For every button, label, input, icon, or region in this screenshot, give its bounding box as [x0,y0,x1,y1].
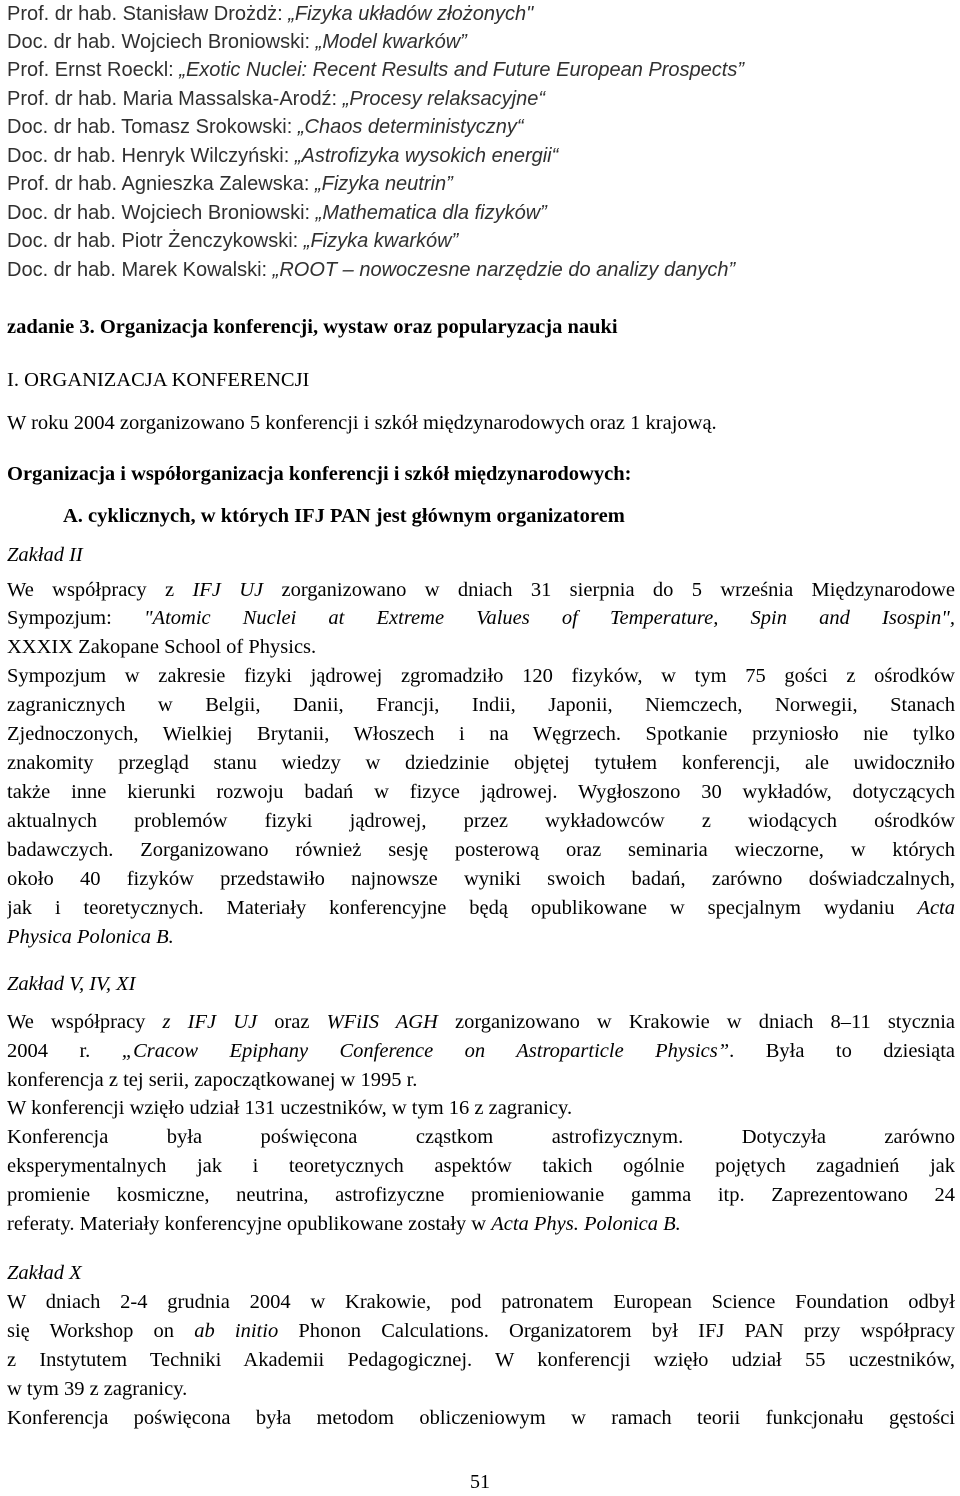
lecture-title: „Model kwarków” [315,31,467,53]
paragraph-line: We współpracy z IFJ UJ zorganizowano w dniach 31 sierpnia do 5 września Międzynarodowe [7,579,955,601]
paragraph-line: referaty. Materiały konferencyjne opublikowane zostały w Acta Phys. Polonica B. [7,1213,681,1235]
paragraph-line: We współpracy z IFJ UJ oraz WFiIS AGH zorganizowano w Krakowie w dniach 8–11 stycznia [7,1011,955,1033]
paragraph-line: z Instytutem Techniki Akademii Pedagogicznej. W konferencji wzięło udział 55 uczestników, [7,1349,955,1371]
paragraph-line: Sympozjum: "Atomic Nuclei at Extreme Values of Temperature, Spin and Isospin", [7,607,955,629]
lecture-speaker: Prof. dr hab. Agnieszka Zalewska: [7,173,315,195]
lecture-title: „Exotic Nuclei: Recent Results and Future European Prospects” [179,59,744,81]
intro-text: W roku 2004 zorganizowano 5 konferencji i szkół międzynarodowych oraz 1 krajową. [7,412,717,434]
lecture-item [7,199,547,228]
paragraph-line: W dniach 2-4 grudnia 2004 w Krakowie, pod patronatem European Science Foundation odbył [7,1291,955,1313]
lecture-speaker: Prof. dr hab. Maria Massalska-Arodź: [7,88,343,110]
lecture-speaker: Doc. dr hab. Tomasz Srokowski: [7,116,298,138]
lecture-item [7,256,735,285]
lecture-item [7,85,545,114]
lecture-title: „Procesy relaksacyjne“ [342,88,545,110]
paragraph-line: około 40 fizyków przedstawiło najnowsze wyniki swoich badań, zarówno doświadczalnych, [7,868,955,890]
lecture-item [7,113,523,142]
lecture-title: „Fizyka układów złożonych" [288,3,534,25]
paragraph-line: 2004 r. „Cracow Epiphany Conference on Astroparticle Physics”. Była to dziesiąta [7,1040,955,1062]
zaklad-5-heading: Zakład V, IV, XI [7,973,136,995]
paragraph-line: zagranicznych w Belgii, Danii, Francji, Indii, Japonii, Niemczech, Norwegii, Stanach [7,694,955,716]
paragraph-line: Physica Polonica B. [7,926,174,948]
lecture-title: „ROOT – nowoczesne narzędzie do analizy danych” [272,259,736,281]
lecture-speaker: Prof. dr hab. Stanisław Drożdż: [7,3,289,25]
zaklad-2-heading: Zakład II [7,544,83,566]
paragraph-line: jak i teoretycznych. Materiały konferencyjne będą opublikowane w specjalnym wydaniu Acta [7,897,955,919]
paragraph-line: Konferencja poświęcona była metodom obliczeniowym w ramach teorii funkcjonału gęstości [7,1407,955,1429]
page-number: 51 [470,1471,490,1493]
paragraph-line: Sympozjum w zakresie fizyki jądrowej zgromadziło 120 fizyków, w tym 75 gości z ośrodków [7,665,955,687]
lecture-speaker: Doc. dr hab. Marek Kowalski: [7,259,273,281]
lecture-title: „Fizyka neutrin” [314,173,453,195]
lecture-item [7,28,467,57]
paragraph-line: konferencja z tej serii, zapoczątkowanej w 1995 r. [7,1069,418,1091]
lecture-item [7,56,744,85]
lecture-speaker: Doc. dr hab. Wojciech Broniowski: [7,31,316,53]
paragraph-line: eksperymentalnych jak i teoretycznych aspektów takich ogólnie pojętych zagadnień jak [7,1155,955,1177]
paragraph-line: XXXIX Zakopane School of Physics. [7,636,317,658]
paragraph-line: promienie kosmiczne, neutrina, astrofizyczne promieniowanie gamma itp. Zaprezentowano 24 [7,1184,955,1206]
lecture-item [7,0,533,29]
paragraph-line: w tym 39 z zagranicy. [7,1378,188,1400]
lecture-speaker: Doc. dr hab. Piotr Żenczykowski: [7,230,304,252]
paragraph-line: także inne kierunki rozwoju badań w fizyce jądrowej. Wygłoszono 30 wykładów, dotyczących [7,781,955,803]
section-heading: I. ORGANIZACJA KONFERENCJI [7,369,310,391]
sub-heading: Organizacja i współorganizacja konferencji i szkół międzynarodowych: [7,463,632,485]
task-heading: zadanie 3. Organizacja konferencji, wystaw oraz popularyzacja nauki [7,316,618,338]
paragraph-line: Konferencja była poświęcona cząstkom astrofizycznym. Dotyczyła zarówno [7,1126,955,1148]
lecture-speaker: Prof. Ernst Roeckl: [7,59,180,81]
paragraph-line: aktualnych problemów fizyki jądrowej, przez wykładowców z wiodących ośrodków [7,810,955,832]
lecture-speaker: Doc. dr hab. Henryk Wilczyński: [7,145,295,167]
zaklad-10-heading: Zakład X [7,1262,82,1284]
lecture-item [7,142,558,171]
lecture-title: „Astrofizyka wysokich energii“ [294,145,559,167]
lecture-title: „Chaos deterministyczny“ [297,116,524,138]
lecture-title: „Mathematica dla fizyków” [315,202,547,224]
paragraph-line: znakomity przegląd stanu wiedzy w dziedzinie objętej tytułem konferencji, ale uwidoczniło [7,752,955,774]
lecture-speaker: Doc. dr hab. Wojciech Broniowski: [7,202,316,224]
lecture-title: „Fizyka kwarków” [303,230,459,252]
paragraph-line: się Workshop on ab initio Phonon Calculations. Organizatorem był IFJ PAN przy współpracy [7,1320,955,1342]
lecture-item [7,170,453,199]
paragraph-line: W konferencji wzięło udział 131 uczestników, w tym 16 z zagranicy. [7,1097,573,1119]
paragraph-line: Zjednoczonych, Wielkiej Brytanii, Włoszech i na Węgrzech. Spotkanie przyniosło nie tylko [7,723,955,745]
list-heading: A. cyklicznych, w których IFJ PAN jest głównym organizatorem [63,505,625,527]
paragraph-line: badawczych. Zorganizowano również sesję posterową oraz seminaria wieczorne, w których [7,839,955,861]
lecture-item [7,227,458,256]
